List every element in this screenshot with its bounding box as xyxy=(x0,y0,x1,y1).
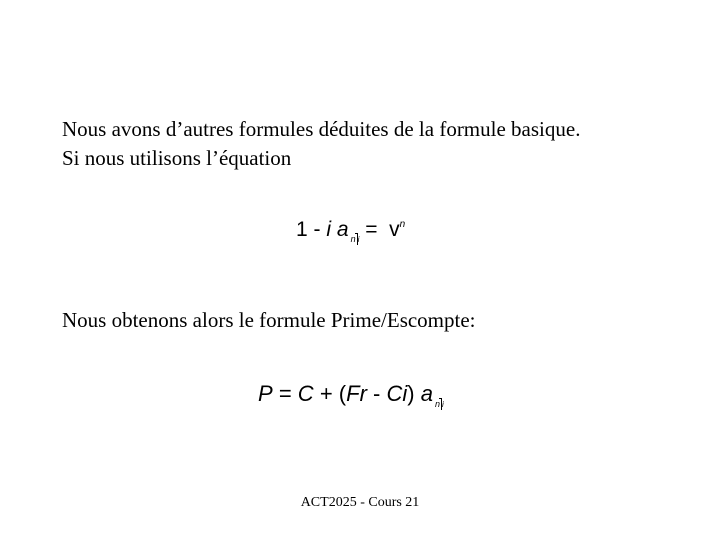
intro-text-line-2: Si nous utilisons l’équation xyxy=(62,146,292,170)
premium-discount-equation xyxy=(258,378,444,410)
equation-plus: + xyxy=(319,381,333,406)
equation-open-paren: ( xyxy=(338,381,347,406)
slide-footer: ACT2025 - Cours 21 xyxy=(300,495,420,510)
equation-term-v: v xyxy=(389,218,400,241)
equation-close-paren: ) xyxy=(407,381,415,406)
annuity-subscript-rate: i xyxy=(441,400,444,409)
equation-term-i: i xyxy=(326,218,332,241)
annuity-subscript xyxy=(350,234,358,244)
equation-equals: = xyxy=(365,218,378,241)
equation-term-fr: Fr xyxy=(346,381,367,406)
equation-equals: = xyxy=(278,381,292,406)
equation-term-c: C xyxy=(297,381,314,406)
equation-term-a: a xyxy=(420,381,433,406)
annuity-equation xyxy=(296,210,405,245)
equation-term-one-minus: 1 - xyxy=(296,218,321,241)
annuity-subscript-rate: i xyxy=(357,235,360,244)
equation-term-a: a xyxy=(336,218,349,241)
intro-text-line-1: Nous avons d’autres formules déduites de la formule basique. xyxy=(62,117,581,141)
equation-exponent-n: n xyxy=(399,219,406,230)
equation-term-ci: Ci xyxy=(386,381,408,406)
annuity-subscript xyxy=(434,399,442,409)
annuity-subscript-n: n xyxy=(350,234,356,244)
equation-minus: - xyxy=(373,381,381,406)
equation-term-p: P xyxy=(258,381,273,406)
middle-text-line: Nous obtenons alors le formule Prime/Escompte: xyxy=(62,308,476,332)
annuity-subscript-n: n xyxy=(434,399,440,409)
